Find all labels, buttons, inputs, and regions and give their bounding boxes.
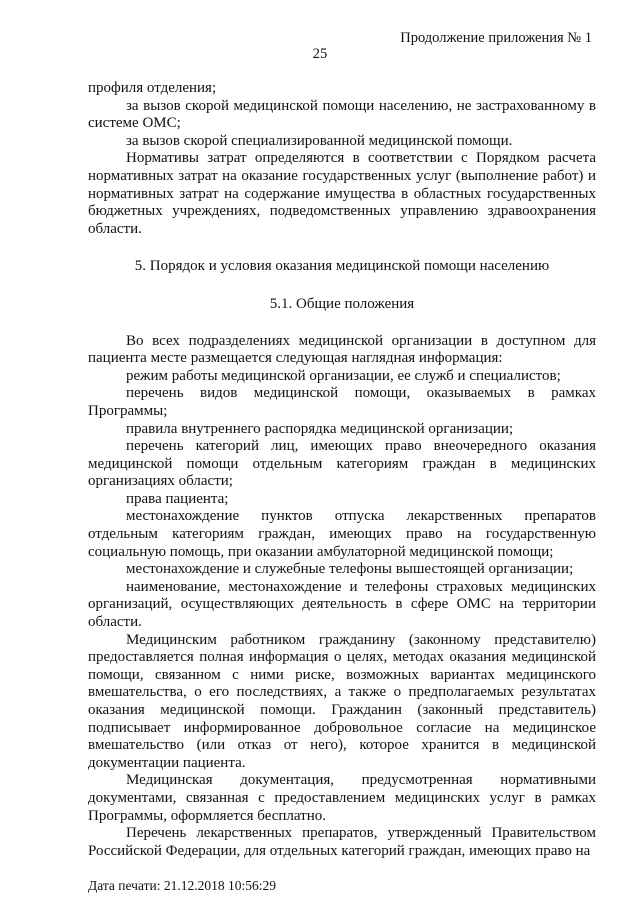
list-item: режим работы медицинской организации, ее служб и специалистов; <box>126 367 561 384</box>
list-item: местонахождение пунктов отпуска лекарственных препаратов отдельным категориям граждан, имеющих право на государственную социальную помощь, при оказании амбулаторной медицинской помощи; <box>88 508 596 560</box>
paragraph: Нормативы затрат определяются в соответствии с Порядком расчета нормативных затрат на оказание государственных услуг (выполнение работ) и нормативных затрат на содержание имущества в областных государственных бюджетных учреждениях, подведомственных управлению здравоохранения области. <box>88 150 596 237</box>
subsection-heading: 5.1. Общие положения <box>269 295 415 312</box>
list-item: местонахождение и служебные телефоны вышестоящей организации; <box>126 561 574 578</box>
section-heading: 5. Порядок и условия оказания медицинской помощи населению <box>134 258 550 275</box>
list-item: наименование, местонахождение и телефоны страховых медицинских организаций, осуществляющих деятельность в сфере ОМС на территории области. <box>88 578 596 631</box>
list-item: перечень видов медицинской помощи, оказываемых в рамках Программы; <box>88 385 596 419</box>
list-item: правила внутреннего распорядка медицинской организации; <box>126 420 514 437</box>
paragraph: Медицинская документация, предусмотренная нормативными документами, связанная с предоставлением медицинских услуг в рамках Программы, оформляется бесплатно. <box>88 772 596 824</box>
paragraph: профиля отделения; <box>88 80 217 96</box>
paragraph: Во всех подразделениях медицинской организации в доступном для пациента месте размещается следующая наглядная информация: <box>88 332 596 367</box>
paragraph: Перечень лекарственных препаратов, утвержденный Правительством Российской Федерации, для отдельных категорий граждан, имеющих право на <box>88 825 596 859</box>
list-item: перечень категорий лиц, имеющих право внеочередного оказания медицинской помощи отдельным категориям граждан в медицинских организациях области; <box>88 438 596 490</box>
appendix-continuation-note: Продолжение приложения № 1 <box>400 30 592 46</box>
list-item: права пациента; <box>126 490 229 507</box>
paragraph: Медицинским работником гражданину (законному представителю) предоставляется полная информация о целях, методах оказания медицинской помощи, связанном с ними риске, возможных вариантах медицинского вмешательства, о его последствиях, а также о предполагаемых результатах оказания медицинской помощи. Гражданин (законный представитель) подписывает информированное добровольное согласие на медицинское вмешательство (или отказ от него), которое хранится в медицинской документации пациента. <box>88 631 596 771</box>
paragraph: за вызов скорой специализированной медицинской помощи. <box>126 132 513 149</box>
document-body <box>88 80 596 860</box>
page-number: 25 <box>312 46 328 62</box>
print-date-footer: Дата печати: 21.12.2018 10:56:29 <box>88 878 276 893</box>
paragraph: за вызов скорой медицинской помощи населению, не застрахованному в системе ОМС; <box>88 97 596 132</box>
